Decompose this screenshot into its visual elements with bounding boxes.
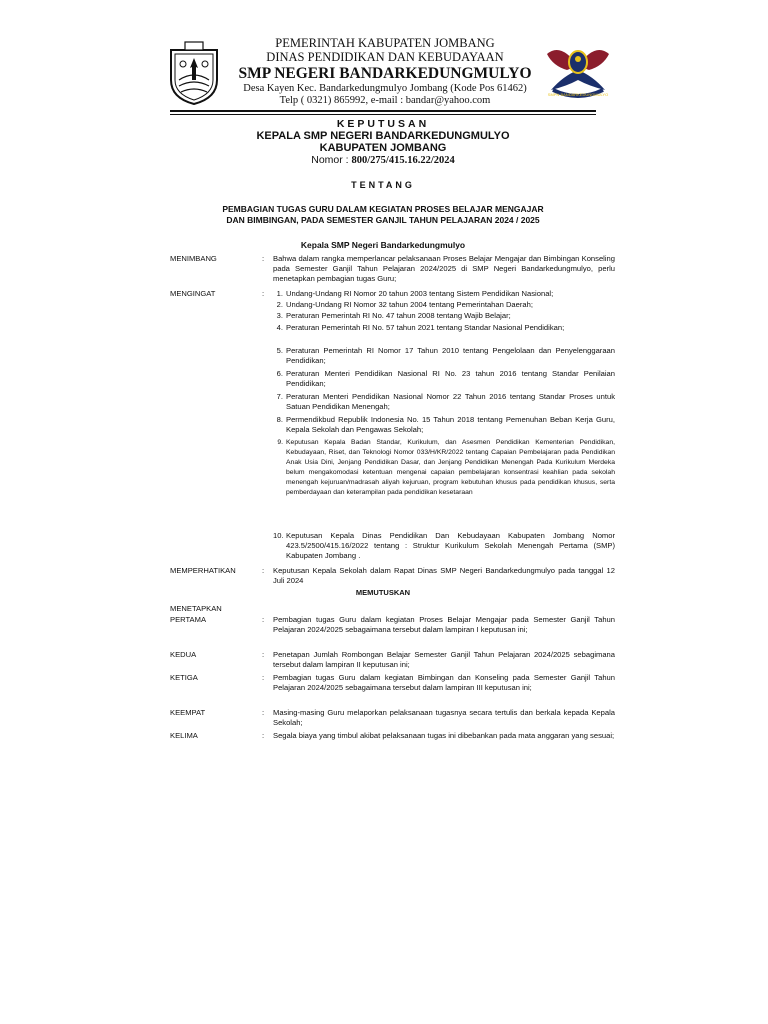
decree-number: Nomor : 800/275/415.16.22/2024	[311, 154, 455, 166]
letterhead-rule-thin	[170, 114, 596, 115]
section-label: KETIGA	[170, 673, 198, 682]
letterhead-address: Desa Kayen Kec. Bandarkedungmulyo Jombang (Kode Pos 61462)	[243, 82, 527, 94]
about-label: TENTANG	[351, 180, 415, 190]
section-label: MENGINGAT	[170, 289, 216, 298]
section-label: MEMPERHATIKAN	[170, 566, 236, 575]
letterhead-school-name: SMP NEGERI BANDARKEDUNGMULYO	[238, 64, 532, 82]
letterhead-contact: Telp ( 0321) 865992, e-mail : bandar@yahoo.com	[279, 94, 491, 106]
section-label: KEEMPAT	[170, 708, 206, 717]
section-text: Masing-masing Guru melaporkan pelaksanaan tugasnya secara tertulis dan berkala kepada Kepala Sekolah;	[273, 708, 615, 727]
letterhead-rule-thick	[170, 110, 596, 112]
decree-label: KEPUTUSAN	[336, 118, 430, 130]
colon: :	[262, 254, 265, 263]
colon: :	[262, 708, 265, 717]
section-text: Pembagian tugas Guru dalam kegiatan Proses Belajar Mengajar pada Semester Ganjil Tahun Pelajaran 2024/2025 sebagaimana tersebut dalam lampiran I keputusan ini;	[273, 615, 615, 634]
decree-issuer-region: KABUPATEN JOMBANG	[319, 142, 447, 154]
section-text: Bahwa dalam rangka memperlancar pelaksanaan Proses Belajar Mengajar dan Bimbingan Konseling pada Semester Ganjil Tahun Pelajaran 2024/2025 di SMP Negeri Bandarkedungmulyo, perlu menetapkan pembagian tugas Guru;	[273, 254, 615, 283]
school-emblem-icon	[543, 36, 613, 102]
letterhead-department: DINAS PENDIDIKAN DAN KEBUDAYAAN	[266, 50, 504, 65]
section-text: Segala biaya yang timbul akibat pelaksanaan tugas ini dibebankan pada mata anggaran yang sesuai;	[273, 731, 615, 740]
section-label: PERTAMA	[170, 615, 207, 624]
letterhead	[165, 36, 609, 112]
section-text: Penetapan Jumlah Rombongan Belajar Semester Ganjil Tahun Pelajaran 2024/2025 sebagimana tersebut dalam lampiran II keputusan ini;	[273, 650, 615, 669]
decree-subject-line2: DAN BIMBINGAN, PADA SEMESTER GANJIL TAHUN PELAJARAN 2024 / 2025	[226, 215, 540, 225]
section-label: KEDUA	[170, 650, 197, 659]
colon: :	[262, 731, 265, 740]
section-text: Pembagian tugas Guru dalam kegiatan Bimbingan dan Konseling pada Semester Ganjil Tahun Pelajaran 2024/2025 sebagaimana tersebut dalam lampiran III keputusan ini;	[273, 673, 615, 692]
decided-heading: MEMUTUSKAN	[355, 588, 411, 597]
svg-text:SMPN BANDARKEDUNGMULYO: SMPN BANDARKEDUNGMULYO	[547, 92, 609, 97]
colon: :	[262, 673, 265, 682]
colon: :	[262, 289, 265, 298]
letterhead-government: PEMERINTAH KABUPATEN JOMBANG	[275, 36, 495, 50]
jombang-regency-emblem-icon	[165, 40, 223, 106]
principal-heading: Kepala SMP Negeri Bandarkedungmulyo	[300, 240, 466, 250]
section-label: MENETAPKAN	[170, 604, 222, 613]
colon: :	[262, 615, 265, 624]
decree-issuer: KEPALA SMP NEGERI BANDARKEDUNGMULYO	[256, 130, 510, 142]
section-text: Keputusan Kepala Sekolah dalam Rapat Dinas SMP Negeri Bandarkedungmulyo pada tanggal 12 Juli 2024	[273, 566, 615, 585]
section-label: KELIMA	[170, 731, 198, 740]
colon: :	[262, 650, 265, 659]
decree-subject-line1: PEMBAGIAN TUGAS GURU DALAM KEGIATAN PROSES BELAJAR MENGAJAR	[222, 204, 544, 214]
colon: :	[262, 566, 265, 575]
section-label: MENIMBANG	[170, 254, 217, 263]
